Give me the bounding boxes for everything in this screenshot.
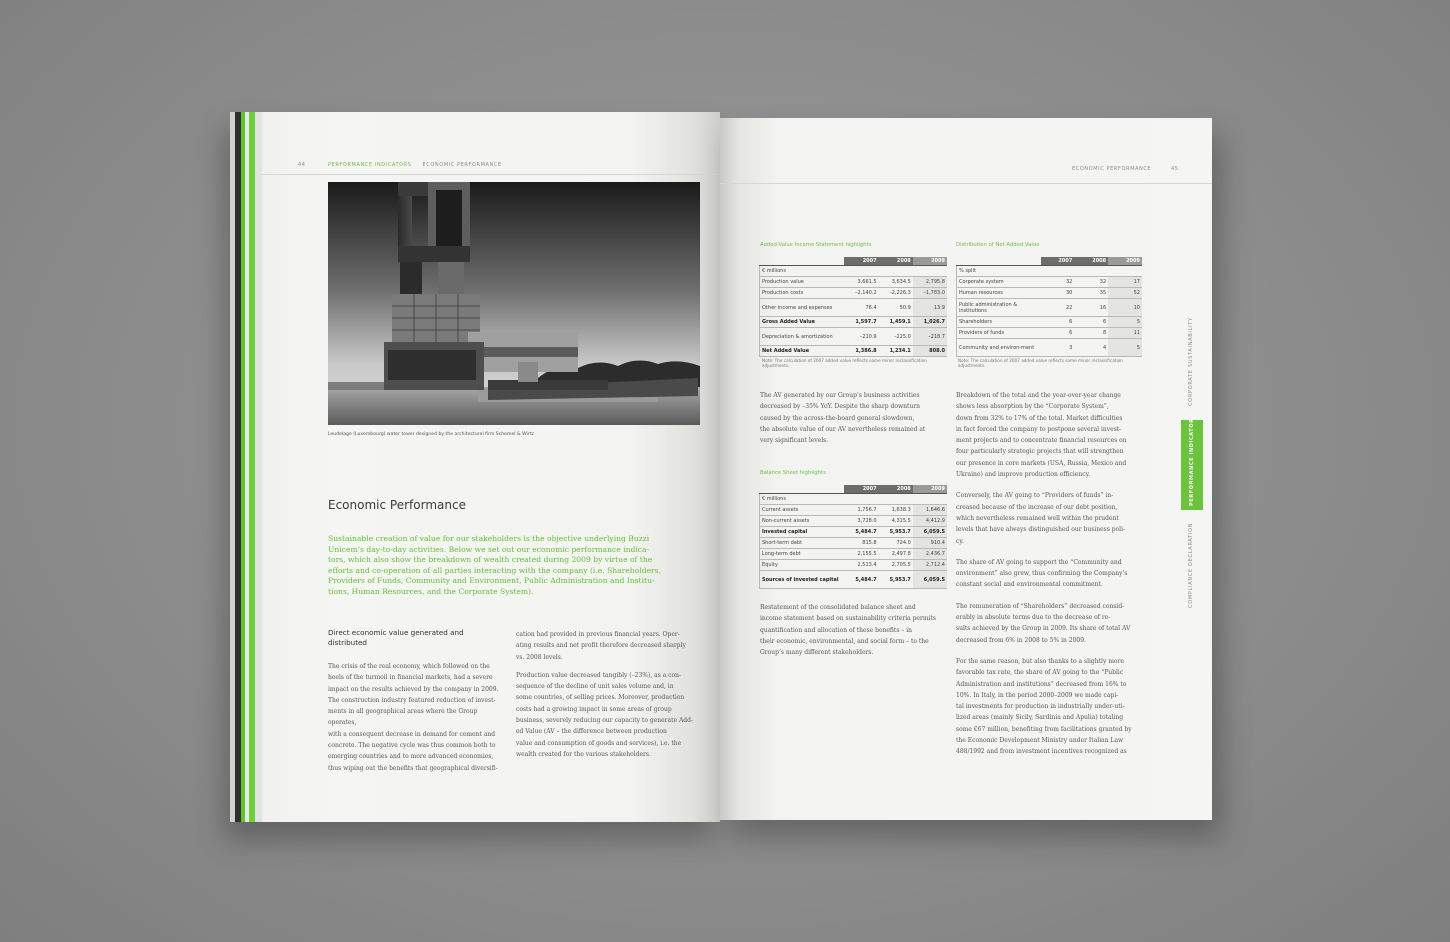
header-subsection: ECONOMIC PERFORMANCE bbox=[422, 162, 502, 168]
subheading: Direct economic value generated and distributed bbox=[328, 628, 464, 647]
header-section: PERFORMANCE INDICATORS bbox=[328, 162, 412, 168]
table-row: Short-term debt 815.8 724.0 910.4 bbox=[760, 538, 948, 549]
dist-table-note: Note: The calculation of 2007 added value reflects some minor reclassification adjustments. bbox=[958, 358, 1123, 369]
dist-unit: % split bbox=[957, 266, 1143, 277]
bs-table-title: Balance Sheet highlights bbox=[760, 470, 826, 476]
table-row: Providers of funds 6 8 11 bbox=[957, 328, 1143, 339]
av-year-2008: 2008 bbox=[879, 257, 913, 266]
table-row: Other income and expenses 76.4 50.9 13.9 bbox=[760, 299, 948, 317]
table-row: Net Added Value 1,386.8 1,234.1 808.0 bbox=[760, 346, 948, 357]
right-running-header: ECONOMIC PERFORMANCE bbox=[1072, 166, 1152, 172]
dist-year-2007: 2007 bbox=[1041, 257, 1075, 266]
av-table bbox=[759, 257, 947, 357]
table-row: Current assets 1,756.7 1,638.3 1,646.6 bbox=[760, 505, 948, 516]
page-edge-stripes bbox=[230, 112, 262, 822]
table-row: Depreciation & amortization –210.9 –225.0 –218.7 bbox=[760, 328, 948, 346]
bs-year-2007: 2007 bbox=[844, 485, 878, 494]
section-title: Economic Performance bbox=[328, 498, 466, 512]
table-row: Production costs –2,140.2 –2,226.3 –1,783.0 bbox=[760, 288, 948, 299]
table-row: Non-current assets 3,728.0 4,315.5 4,412.9 bbox=[760, 516, 948, 527]
body-column-1: The crisis of the real economy, which followed on the heels of the turmoil in financial markets, had a severe impact on the results achieved by the company in 2009. The construction industry featured reduction of invest- ments in all geographical areas where the Group operates, with a consequent decrease in demand for cement and concrete. The negative cycle was thus common both to emerging countries and to more advanced economies, thus wiping out the benefits that geographical diversifi- bbox=[328, 663, 499, 772]
left-page bbox=[230, 112, 720, 822]
table-row: Human resources 30 35 52 bbox=[957, 288, 1143, 299]
left-page-number: 44 bbox=[298, 162, 306, 168]
bs-unit: € millions bbox=[760, 494, 948, 505]
dist-year-2009: 2009 bbox=[1108, 257, 1142, 266]
av-table-note: Note: The calculation of 2007 added value reflects some minor reclassification adjustments. bbox=[762, 358, 927, 369]
running-header bbox=[328, 162, 502, 168]
water-tower-photo bbox=[328, 182, 700, 425]
header-rule bbox=[262, 174, 720, 175]
table-row: Equity 2,513.4 2,705.5 2,712.4 bbox=[760, 560, 948, 571]
side-tab-performance-indicators[interactable]: PERFORMANCE INDICATORS bbox=[1181, 420, 1203, 510]
right-body-col-a-2: Restatement of the consolidated balance sheet and income statement based on sustainability criteria permits quantification and allocation of these benefits – in their economic, environmental, and social form – to the Group’s many different stakeholders. bbox=[760, 604, 936, 657]
bs-table bbox=[759, 485, 947, 589]
body-column-2: cation had provided in previous financial years. Oper- ating results and net profit therefore decreased sharply vs. 2008 levels. Production value decreased tangibly (–23%), as a con- sequence of the decline of unit sales volume and, in some countries, of selling prices. Moreover, production costs had a growing impact in some areas of group business, severely reducing our capacity to generate Add- ed Value (AV – the difference between production value and consumption of goods and services), i.e. the wealth created for the various stakeholders. bbox=[516, 631, 693, 758]
av-table-title: Added-Value Income Statement highlights bbox=[760, 242, 872, 248]
table-row: Corporate system 32 32 17 bbox=[957, 277, 1143, 288]
photo-caption: Leudelage (Luxembourg) water tower designed by the architectural firm Schemel & Wirtz bbox=[328, 432, 534, 437]
table-row: Community and environ-ment 3 4 5 bbox=[957, 339, 1143, 357]
bs-year-2009: 2009 bbox=[913, 485, 947, 494]
av-unit: € millions bbox=[760, 266, 948, 277]
right-body-col-a-1: The AV generated by our Group’s business activities decreased by –35% YoY. Despite the sharp downturn caused by the across-the-board general slowdown, the absolute value of our AV nevertheless remained at very significant levels. bbox=[760, 392, 926, 445]
dist-table bbox=[956, 257, 1142, 357]
table-row: Long-term debt 2,155.5 2,497.8 2,436.7 bbox=[760, 549, 948, 560]
bs-year-2008: 2008 bbox=[879, 485, 913, 494]
table-row: Shareholders 6 6 5 bbox=[957, 317, 1143, 328]
table-row: Public administration & institutions 22 16 10 bbox=[957, 299, 1143, 317]
right-page-number: 45 bbox=[1171, 166, 1179, 172]
dist-year-2008: 2008 bbox=[1074, 257, 1108, 266]
av-year-2007: 2007 bbox=[844, 257, 878, 266]
side-tab-compliance-declaration[interactable]: COMPLIANCE DECLARATION bbox=[1188, 522, 1194, 608]
right-page bbox=[720, 118, 1212, 820]
lead-paragraph: Sustainable creation of value for our stakeholders is the objective underlying Buzzi Unicem’s day-to-day activities. Below we set out our economic performance indica- tors, which also show the breakdown of wealth created during 2009 by virtue of the efforts and co-operation of all parties interacting with the company (i.e. Shareholders, Providers of Funds, Community and Environment, Public Administration and Institu- tions, Human Resources, and the Corporate System). bbox=[328, 534, 661, 596]
right-header-rule bbox=[720, 183, 1212, 184]
right-body-col-b: Breakdown of the total and the year-over-year change shows less absorption by the “Corporate System”, down from 32% to 17% of the total. Market difficulties in fact forced the company to postpone several invest- ment projects and to concentrate financial resources on four particularly strategic projects that will strengthen our presence in core markets (USA, Russia, Mexico and Ukraine) and improve production efficiency. Conversely, the AV going to “Providers of funds” in- creased because of the increase of our debt position, which nevertheless remained well within the prudent levels that have always distinguished our business poli- cy. The share of AV going to support the “Community and environment” also grew, thus confirming the Company’s constant social and environmental commitment. The remuneration of “Shareholders” decreased consid- erably in absolute terms due to the decrease of re- sults achieved by the Group in 2009. Its share of total AV decreased from 6% in 2008 to 5% in 2009. For the same reason, but also thanks to a slightly more favorable tax rate, the share of AV going to the “Public Administration and institutions” decreased from 16% to 10%. In Italy, in the period 2000–2009 we made capi- tal investments for production in industrially under-uti- lized areas (mainly Sicily, Sardinia and Apulia) totaling some €67 million, benefiting from facilitations granted by the Economic Development Ministry under Italian Law 488/1992 and from investment incentives recognized as bbox=[956, 392, 1132, 756]
table-row: Gross Added Value 1,597.7 1,459.1 1,026.7 bbox=[760, 317, 948, 328]
av-year-2009: 2009 bbox=[913, 257, 947, 266]
dist-table-title: Distribution of Net Added Value bbox=[956, 242, 1040, 248]
table-row: Sources of invested capital 5,484.7 5,953.7 6,059.5 bbox=[760, 571, 948, 589]
side-tab-corporate-sustainability[interactable]: CORPORATE SUSTAINABILITY bbox=[1188, 317, 1194, 406]
table-row: Production value 3,661.5 3,634.5 2,795.8 bbox=[760, 277, 948, 288]
table-row: Invested capital 5,484.7 5,953.7 6,059.5 bbox=[760, 527, 948, 538]
